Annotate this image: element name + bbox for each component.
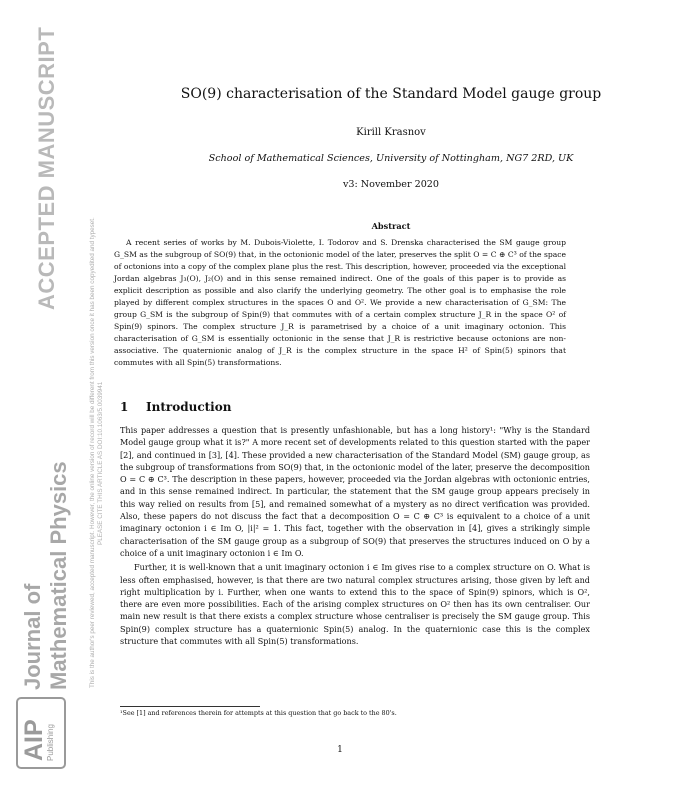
doi-notice: PLEASE CITE THIS ARTICLE AS DOI:10.1063/5.0039941	[97, 381, 104, 545]
version-date: v3: November 2020	[342, 179, 440, 190]
author-affiliation: School of Mathematical Sciences, University of Nottingham, NG7 2RD, UK	[208, 153, 574, 164]
author-name: Kirill Krasnov	[356, 127, 426, 138]
introduction-body	[120, 424, 590, 649]
abstract-body	[114, 237, 566, 369]
footnote: ¹See [1] and references therein for attempts at this question that go back to the 80's.	[120, 709, 397, 717]
journal-name-line1: Journal of	[20, 583, 45, 690]
manuscript-notice: This is the author's peer reviewed, accepted manuscript. However, the online version of record will be different from this version once it has been copyedited and typeset.	[89, 217, 96, 688]
section-title: Introduction	[146, 400, 232, 414]
accepted-manuscript-watermark: ACCEPTED MANUSCRIPT	[34, 26, 59, 310]
abstract-text: A recent series of works by M. Dubois-Violette, I. Todorov and S. Drenska characterised the SM gauge group G_SM as the subgroup of SO(9) that, in the octonionic model of the later, preserves the split O = C ⊕ C³ of the space of octonions into a copy of the complex plane plus the rest. This description, however, proceeded via the exceptional Jordan algebras J₃(O), J₂(O) and in this sense remained indirect. One of the goals of this paper is to provide as explicit description as possible and also clarify the underlying geometry. The other goal is to emphasise the role played by different complex structures in the spaces O and O². We provide a new characterisation of G_SM: The group G_SM is the subgroup of Spin(9) that commutes with of a certain complex structure J_R in the space O² of Spin(9) spinors. The complex structure J_R is parametrised by a choice of a unit imaginary octonion. This characterisation of G_SM is essentially octonionic in the sense that J_R is restrictive because octonions are non-associative. The quaternionic analog of J_R is the complex structure in the space H² of Spin(5) spinors that commutes with all Spin(5) transformations.	[114, 238, 566, 367]
publishing-logo-text: Publishing	[46, 724, 55, 761]
section-number: 1	[120, 400, 129, 414]
section-heading	[120, 400, 231, 414]
paragraph-2: Further, it is well-known that a unit imaginary octonion i ∈ Im gives rise to a complex structure on O. What is less often emphasised, however, is that there are two natural complex structures arising, those given by left and right multiplication by i. Further, when one wants to extend this to the space of Spin(9) spinors, which is O², there are even more possibilities. Each of the arising complex structures on O² then has its own centraliser. Our main new result is that there exists a complex structure whose centraliser is precisely the SM gauge group. This Spin(9) complex structure has a quaternionic Spin(5) analog. In the quaternionic case this is the complex structure that commutes with all Spin(5) transformations.	[120, 562, 590, 647]
journal-name-line2: Mathematical Physics	[46, 461, 71, 690]
paper-title: SO(9) characterisation of the Standard Model gauge group	[180, 86, 602, 102]
paragraph-1: This paper addresses a question that is presently unfashionable, but has a long history¹: "Why is the Standard Model gauge group what it is?" A more recent set of developments related to this question started with the paper [2], and continued in [3], [4]. These provided a new characterisation of the Standard Model (SM) gauge group, as the subgroup of transformations from SO(9) that, in the octonionic model of the later, preserve the decomposition O = C ⊕ C³. The description in these papers, however, proceeded via the Jordan algebras with octonionic entries, and in this sense remained indirect. In particular, the statement that the SM gauge group appears precisely in this way relied on results from [5], and remained somewhat of a mystery as no direct verification was provided. Also, these papers do not discuss the fact that a decomposition O = C ⊕ C³ is equivalent to a choice of a unit imaginary octonion i ∈ Im O, |i|² = 1. This fact, together with the observation in [4], gives a strikingly simple characterisation of the SM gauge group as a subgroup of SO(9) that preserves the structures induced on O by a choice of a unit imaginary octonion i ∈ Im O.	[120, 425, 590, 558]
page-number: 1	[337, 745, 343, 755]
footnote-rule	[120, 706, 260, 707]
abstract-heading: Abstract	[371, 221, 411, 231]
aip-publishing-logo	[16, 697, 66, 769]
aip-logo-text: AIP	[20, 719, 48, 761]
